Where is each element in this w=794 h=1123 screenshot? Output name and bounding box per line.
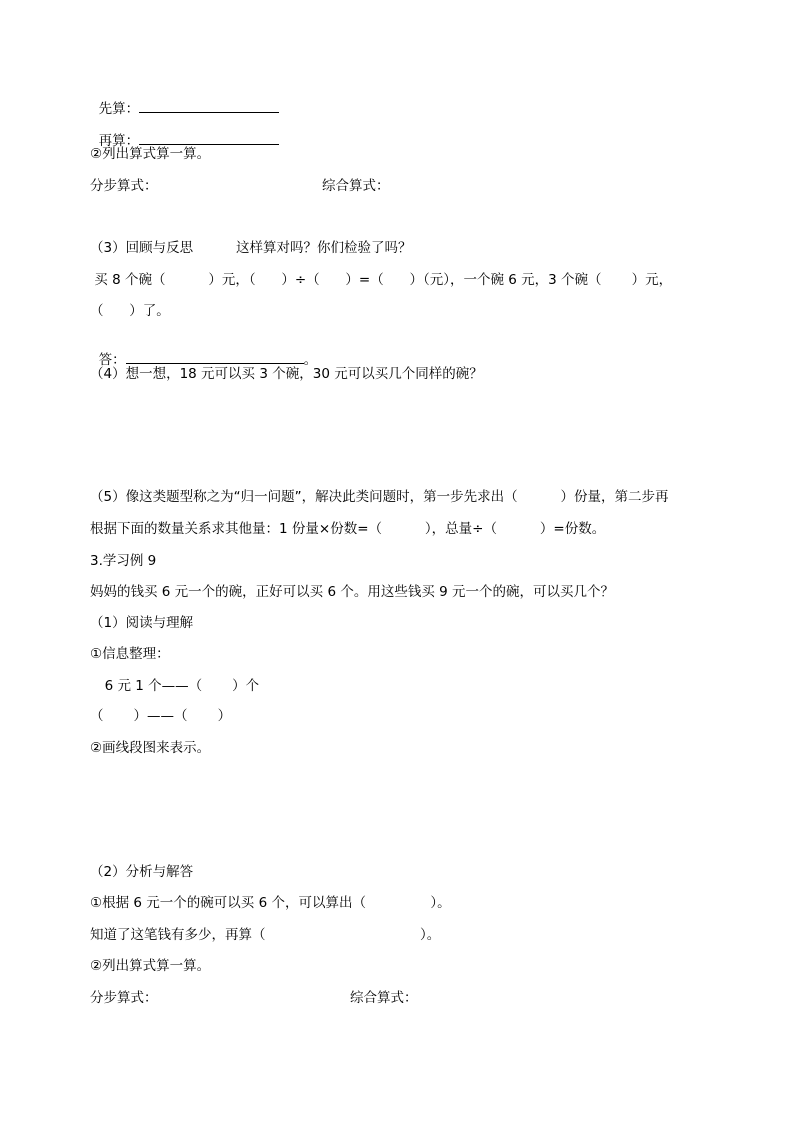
verify-sentence-end: （ ）了。 (90, 303, 170, 319)
combined-formula-label-2: 综合算式： (350, 990, 418, 1006)
answer-label: 答： (98, 352, 126, 368)
first-calc-line (90, 82, 279, 118)
draw-diagram-instruction: ②画线段图来表示。 (90, 740, 211, 756)
review-heading: （3）回顾与反思 这样算对吗？你们检验了吗？ (90, 240, 412, 256)
step-formula-label-2: 分步算式： (90, 990, 158, 1006)
first-calc-label: 先算： (98, 101, 140, 117)
analyze-answer-heading: （2）分析与解答 (90, 864, 194, 880)
info-row-2: （ ）——（ ） (90, 708, 232, 724)
answer-end: 。 (303, 352, 318, 368)
answer-line (90, 333, 317, 369)
unit-problem-text-2: 根据下面的数量关系求其他量：1 份量×份数=（ ），总量÷（ ）=份数。 (90, 521, 606, 537)
unit-problem-text-1: （5）像这类题型称之为“归一问题”，解决此类问题时，第一步先求出（ ）份量，第二步再 (90, 489, 669, 505)
instruction-list-formula-1: ②列出算式算一算。 (90, 146, 211, 162)
instruction-list-formula-2: ②列出算式算一算。 (90, 958, 211, 974)
verify-sentence: 买 8 个碗（ ）元，（ ）÷（ ）=（ ）（元），一个碗 6 元，3 个碗（ ）元， (90, 272, 673, 288)
info-organize-label: ①信息整理： (90, 646, 170, 662)
example-heading: 3.学习例 9 (90, 553, 157, 569)
analyze-step-2: 知道了这笔钱有多少，再算（ ）。 (90, 927, 441, 943)
example-problem: 妈妈的钱买 6 元一个的碗，正好可以买 6 个。用这些钱买 9 元一个的碗，可以买几个？ (90, 584, 615, 600)
analyze-step-1: ①根据 6 元一个的碗可以买 6 个，可以算出（ ）。 (90, 895, 451, 911)
then-calc-label: 再算： (98, 133, 140, 149)
step-formula-label-1: 分步算式： (90, 178, 158, 194)
read-understand-heading: （1）阅读与理解 (90, 615, 194, 631)
first-calc-blank[interactable] (139, 100, 279, 113)
combined-formula-label-1: 综合算式： (322, 178, 390, 194)
then-calc-blank[interactable] (139, 132, 279, 145)
answer-blank[interactable] (126, 351, 304, 364)
info-row-1: 6 元 1 个——（ ）个 (96, 678, 260, 694)
think-question: （4）想一想，18 元可以买 3 个碗，30 元可以买几个同样的碗？ (90, 366, 483, 382)
